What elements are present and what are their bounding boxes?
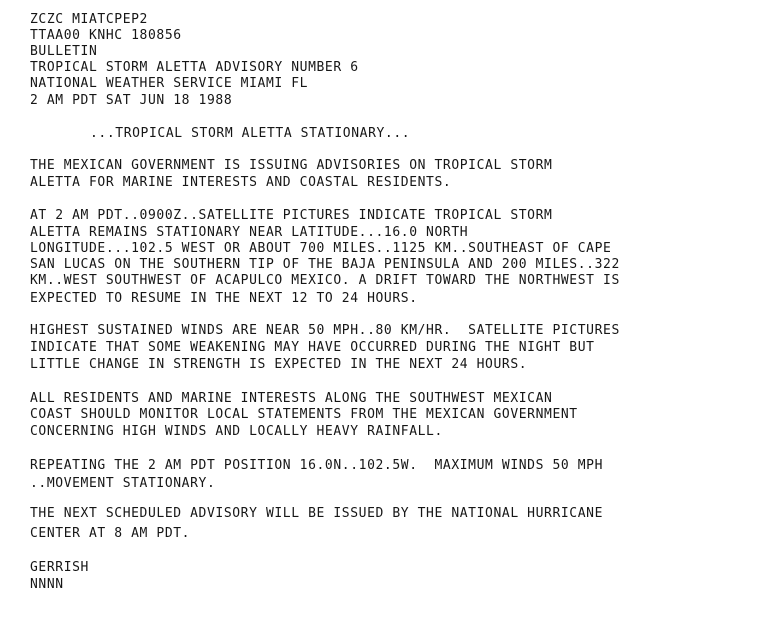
- paragraph-line: EXPECTED TO RESUME IN THE NEXT 12 TO 24 HOURS.: [30, 291, 418, 306]
- advisory-title: TROPICAL STORM ALETTA ADVISORY NUMBER 6: [30, 60, 359, 75]
- issuer-line: NATIONAL WEATHER SERVICE MIAMI FL: [30, 76, 309, 91]
- paragraph-line: ..MOVEMENT STATIONARY.: [30, 476, 216, 491]
- paragraph-line: COAST SHOULD MONITOR LOCAL STATEMENTS FROM THE MEXICAN GOVERNMENT: [30, 407, 578, 422]
- paragraph-line: INDICATE THAT SOME WEAKENING MAY HAVE OCCURRED DURING THE NIGHT BUT: [30, 340, 595, 355]
- paragraph-line: HIGHEST SUSTAINED WINDS ARE NEAR 50 MPH..80 KM/HR. SATELLITE PICTURES: [30, 323, 620, 338]
- end-marker: NNNN: [30, 577, 64, 592]
- paragraph-line: SAN LUCAS ON THE SOUTHERN TIP OF THE BAJA PENINSULA AND 200 MILES..322: [30, 257, 620, 272]
- headline: ...TROPICAL STORM ALETTA STATIONARY...: [90, 126, 411, 141]
- signature: GERRISH: [30, 560, 89, 575]
- paragraph-line: ALETTA FOR MARINE INTERESTS AND COASTAL RESIDENTS.: [30, 175, 452, 190]
- paragraph-line: ALETTA REMAINS STATIONARY NEAR LATITUDE...16.0 NORTH: [30, 225, 469, 240]
- paragraph-line: KM..WEST SOUTHWEST OF ACAPULCO MEXICO. A DRIFT TOWARD THE NORTHWEST IS: [30, 273, 620, 288]
- paragraph-line: THE MEXICAN GOVERNMENT IS ISSUING ADVISORIES ON TROPICAL STORM: [30, 158, 553, 173]
- paragraph-line: AT 2 AM PDT..0900Z..SATELLITE PICTURES INDICATE TROPICAL STORM: [30, 208, 553, 223]
- header-code: ZCZC MIATCPEP2: [30, 12, 148, 27]
- header-type: BULLETIN: [30, 44, 98, 59]
- paragraph-line: CONCERNING HIGH WINDS AND LOCALLY HEAVY RAINFALL.: [30, 424, 443, 439]
- paragraph-line: LITTLE CHANGE IN STRENGTH IS EXPECTED IN THE NEXT 24 HOURS.: [30, 357, 528, 372]
- header-ttaa: TTAA00 KNHC 180856: [30, 28, 182, 43]
- issue-datetime: 2 AM PDT SAT JUN 18 1988: [30, 93, 233, 108]
- paragraph-line: LONGITUDE...102.5 WEST OR ABOUT 700 MILES..1125 KM..SOUTHEAST OF CAPE: [30, 241, 612, 256]
- paragraph-line: REPEATING THE 2 AM PDT POSITION 16.0N..102.5W. MAXIMUM WINDS 50 MPH: [30, 458, 604, 473]
- paragraph-line: THE NEXT SCHEDULED ADVISORY WILL BE ISSUED BY THE NATIONAL HURRICANE: [30, 506, 604, 521]
- paragraph-line: ALL RESIDENTS AND MARINE INTERESTS ALONG THE SOUTHWEST MEXICAN: [30, 391, 553, 406]
- paragraph-line: CENTER AT 8 AM PDT.: [30, 526, 191, 541]
